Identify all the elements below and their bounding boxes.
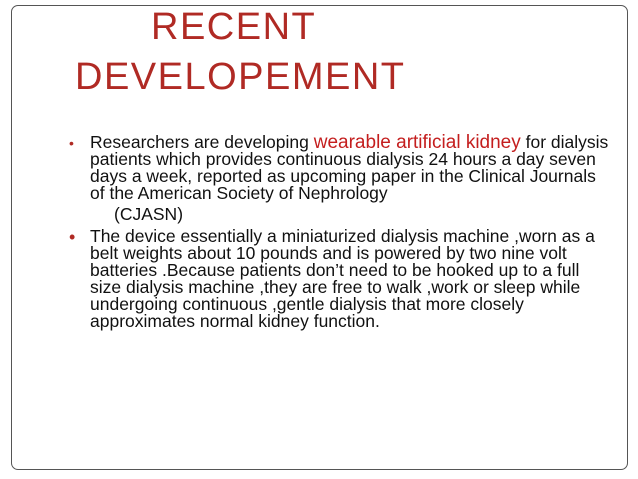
slide-title bbox=[75, 2, 555, 102]
bullet-icon: • bbox=[69, 135, 74, 151]
bullet-item-1 bbox=[68, 134, 613, 223]
bullet-item-2 bbox=[68, 228, 613, 330]
bullet-icon: • bbox=[69, 227, 76, 247]
bullet-1-sub-line: (CJASN) bbox=[114, 204, 184, 224]
bullet-1-highlight: wearable artificial kidney bbox=[313, 132, 521, 153]
bullet-2-text: The device essentially a miniaturized dialysis machine ,worn as a belt weights about 10 pounds and is powered by two nine volt batteries .Because patients don’t need to be hooked up to a full size dialysis machine ,they are free to walk ,work or sleep while undergoing continuous ,gentle dialysis that more closely approximates normal kidney function. bbox=[90, 226, 595, 331]
slide-body bbox=[68, 134, 613, 330]
bullet-1-text-after: for dialysis patients which provides continuous dialysis 24 hours a day seven days a week, reported as upcoming paper in the Clinical Journals of the American Society of Nephrology bbox=[90, 132, 609, 203]
title-line-1: RECENT bbox=[151, 6, 317, 48]
title-line-2: DEVELOPEMENT bbox=[75, 56, 406, 98]
bullet-1-text-before: Researchers are developing bbox=[90, 132, 314, 152]
